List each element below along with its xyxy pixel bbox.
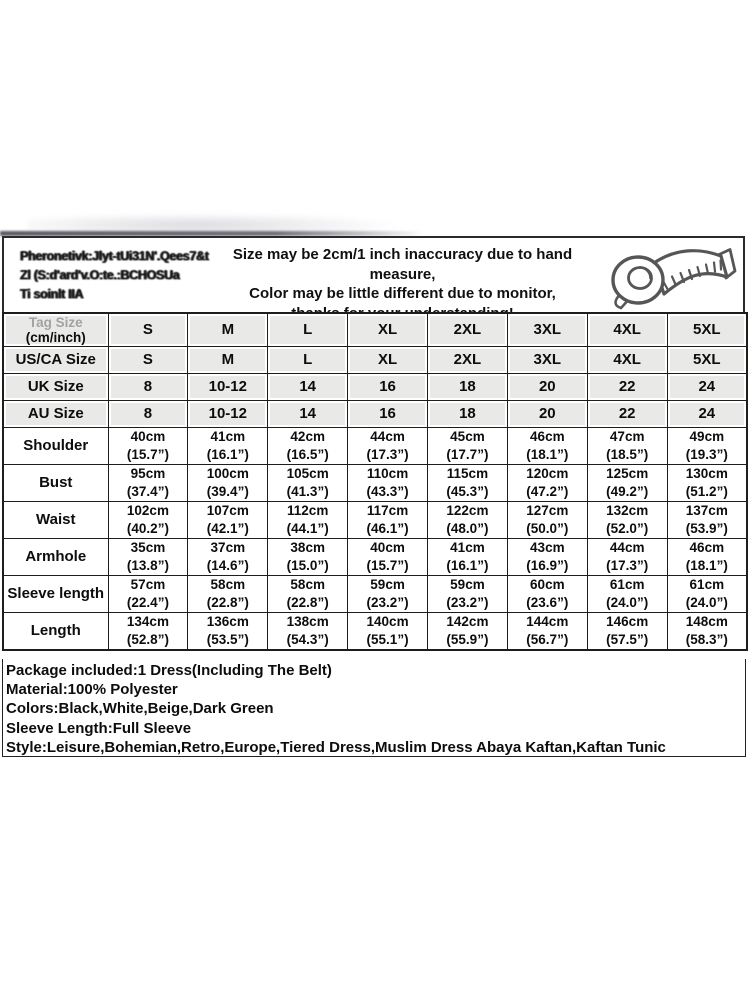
product-details-block: [2, 659, 746, 757]
size-cell: 5XL: [667, 346, 747, 373]
detail-line-colors: Colors:Black,White,Beige,Dark Green: [6, 700, 274, 718]
measure-cm: 58cm: [290, 576, 325, 592]
measure-inch: (16.1”): [206, 446, 249, 462]
measure-cm: 44cm: [609, 539, 645, 555]
measure-inch: (15.7”): [126, 446, 169, 462]
measure-cell: [428, 612, 508, 650]
measure-cell: [667, 575, 747, 612]
measure-cm: 142cm: [446, 613, 489, 629]
measure-cm: 42cm: [290, 428, 325, 444]
measure-cm: 40cm: [370, 539, 405, 555]
obscured-text-line: Zl (S:d'ard'v.O:te.:BCHOSUa: [20, 268, 180, 282]
measure-inch: (22.8”): [286, 594, 329, 610]
column-header-cell: M: [188, 313, 268, 346]
disclaimer-line: Color may be little different due to monitor,: [249, 285, 556, 302]
measure-cm: 138cm: [286, 613, 329, 629]
measure-cm: 44cm: [370, 428, 405, 444]
measure-cm: 61cm: [689, 576, 725, 592]
measure-cell: [108, 612, 188, 650]
measure-cm: 107cm: [206, 502, 249, 518]
obscured-text-block: [20, 247, 225, 304]
measure-cell: [108, 501, 188, 538]
measure-cm: 146cm: [606, 613, 649, 629]
measure-cell: [587, 501, 667, 538]
measure-cm: 132cm: [606, 502, 649, 518]
measure-cm: 57cm: [130, 576, 166, 592]
measure-inch: (44.1”): [286, 520, 329, 536]
size-row: [3, 373, 747, 400]
size-cell: 3XL: [507, 346, 587, 373]
measure-cm: 46cm: [689, 539, 725, 555]
measure-cell: [507, 538, 587, 575]
size-cell: L: [268, 346, 348, 373]
measure-cell: [587, 612, 667, 650]
size-chart-body: [3, 313, 747, 650]
size-cell: 8: [108, 373, 188, 400]
measure-cell: [587, 575, 667, 612]
measure-cell: [428, 575, 508, 612]
measure-cm: 59cm: [370, 576, 405, 592]
tape-measure-icon: [602, 239, 738, 312]
measure-cell: [348, 538, 428, 575]
row-label-cell: AU Size: [3, 400, 108, 427]
row-label-cell: Shoulder: [3, 427, 108, 464]
measure-inch: (48.0”): [446, 520, 489, 536]
column-header-cell: 2XL: [428, 313, 508, 346]
measure-cell: [188, 612, 268, 650]
measure-inch: (16.1”): [446, 557, 489, 573]
measure-cell: [268, 427, 348, 464]
measure-inch: (22.4”): [126, 594, 169, 610]
size-cell: 16: [348, 373, 428, 400]
measure-inch: (39.4”): [206, 483, 249, 499]
measure-cell: [348, 427, 428, 464]
measure-cm: 117cm: [366, 502, 409, 518]
measure-inch: (15.7”): [366, 557, 409, 573]
size-cell: 14: [268, 400, 348, 427]
measure-cm: 43cm: [530, 539, 565, 555]
measure-cell: [507, 427, 587, 464]
measure-cm: 37cm: [210, 539, 246, 555]
measure-inch: (53.5”): [206, 631, 249, 647]
measure-cm: 112cm: [287, 502, 329, 518]
size-cell: 8: [108, 400, 188, 427]
detail-line-sleeve: Sleeve Length:Full Sleeve: [6, 719, 192, 737]
size-cell: 20: [507, 373, 587, 400]
measure-cell: [587, 464, 667, 501]
size-row: [3, 346, 747, 373]
measure-inch: (18.1”): [685, 557, 728, 573]
measure-inch: (55.1”): [366, 631, 409, 647]
measure-cell: [428, 501, 508, 538]
obscured-text-line: Ti soinlt IIA: [20, 287, 84, 301]
measure-inch: (50.0”): [526, 520, 569, 536]
detail-line-material: Material:100% Polyester: [6, 681, 178, 699]
measure-inch: (55.9”): [446, 631, 489, 647]
measure-inch: (23.6”): [526, 594, 569, 610]
detail-line-package: Package included:1 Dress(Including The Belt): [6, 662, 332, 679]
measure-cm: 46cm: [530, 428, 565, 444]
measure-inch: (17.3”): [366, 446, 409, 462]
measure-cell: [108, 575, 188, 612]
measure-cm: 49cm: [689, 428, 725, 444]
measure-cm: 140cm: [366, 613, 409, 629]
measure-inch: (40.2”): [126, 520, 169, 536]
corner-line-bottom: (cm/inch): [25, 329, 86, 345]
disclaimer-line: Size may be 2cm/1 inch inaccuracy due to hand measure,: [232, 246, 573, 283]
measure-cell: [188, 427, 268, 464]
measure-cell: [667, 501, 747, 538]
size-cell: M: [188, 346, 268, 373]
size-cell: 10-12: [188, 400, 268, 427]
measure-cm: 136cm: [206, 613, 249, 629]
measure-inch: (56.7”): [526, 631, 569, 647]
measure-row: [3, 575, 747, 612]
size-chart-table: [2, 312, 748, 651]
measure-inch: (43.3”): [366, 483, 409, 499]
measure-cell: [428, 464, 508, 501]
measure-cell: [108, 427, 188, 464]
measure-inch: (16.5”): [286, 446, 329, 462]
measure-inch: (13.8”): [126, 557, 169, 573]
measure-cell: [188, 464, 268, 501]
measure-inch: (23.2”): [366, 594, 409, 610]
size-cell: 24: [667, 400, 747, 427]
measure-cell: [428, 538, 508, 575]
measure-inch: (22.8”): [206, 594, 249, 610]
photo-remnant-smudge: [28, 213, 398, 233]
measure-cell: [587, 538, 667, 575]
measure-cm: 122cm: [446, 502, 489, 518]
measure-cell: [507, 575, 587, 612]
measure-cell: [108, 538, 188, 575]
row-label-cell: Armhole: [3, 538, 108, 575]
row-label-cell: Waist: [3, 501, 108, 538]
measure-cm: 125cm: [606, 465, 649, 481]
measure-cell: [348, 612, 428, 650]
size-cell: 22: [587, 373, 667, 400]
column-header-cell: 5XL: [667, 313, 747, 346]
measure-inch: (19.3”): [685, 446, 728, 462]
measure-cell: [667, 538, 747, 575]
measure-cm: 115cm: [446, 465, 489, 481]
measure-cm: 41cm: [210, 428, 246, 444]
measure-cell: [268, 612, 348, 650]
measure-inch: (17.3”): [606, 557, 649, 573]
measure-inch: (37.4”): [126, 483, 169, 499]
corner-line-top: Tag Size: [28, 314, 83, 330]
measure-inch: (18.1”): [526, 446, 569, 462]
measure-cm: 110cm: [366, 465, 409, 481]
measure-cm: 127cm: [526, 502, 569, 518]
column-header-cell: XL: [348, 313, 428, 346]
measure-cm: 61cm: [609, 576, 645, 592]
measure-cell: [507, 464, 587, 501]
measure-inch: (52.0”): [606, 520, 649, 536]
measure-cell: [507, 501, 587, 538]
size-cell: XL: [348, 346, 428, 373]
row-label-cell: Sleeve length: [3, 575, 108, 612]
measure-cm: 38cm: [290, 539, 325, 555]
row-label-cell: UK Size: [3, 373, 108, 400]
measure-inch: (41.3”): [286, 483, 329, 499]
measure-cm: 144cm: [526, 613, 569, 629]
measure-inch: (23.2”): [446, 594, 489, 610]
measure-row: [3, 501, 747, 538]
row-label-cell: US/CA Size: [3, 346, 108, 373]
measure-inch: (51.2”): [685, 483, 728, 499]
measure-cm: 45cm: [450, 428, 485, 444]
measure-cell: [108, 464, 188, 501]
measure-cm: 134cm: [126, 613, 169, 629]
measure-row: [3, 427, 747, 464]
measure-cm: 41cm: [450, 539, 485, 555]
measure-inch: (15.0”): [286, 557, 329, 573]
measure-cm: 95cm: [130, 465, 166, 481]
detail-line-style: Style:Leisure,Bohemian,Retro,Europe,Tiered Dress,Muslim Dress Abaya Kaftan,Kaftan Tunic: [6, 738, 666, 756]
measure-inch: (47.2”): [526, 483, 569, 499]
measure-cm: 40cm: [130, 428, 166, 444]
measure-cm: 58cm: [210, 576, 246, 592]
measure-inch: (18.5”): [606, 446, 649, 462]
size-cell: S: [108, 346, 188, 373]
obscured-text-line: Pheronetivk:Jlyt-tUi31N'.Qees7&t: [20, 249, 209, 263]
size-cell: 20: [507, 400, 587, 427]
measure-cell: [348, 464, 428, 501]
measure-cm: 47cm: [609, 428, 645, 444]
measure-cm: 137cm: [685, 502, 728, 518]
size-cell: 14: [268, 373, 348, 400]
measure-cell: [348, 575, 428, 612]
size-cell: 2XL: [428, 346, 508, 373]
measure-cell: [507, 612, 587, 650]
measure-inch: (58.3”): [685, 631, 728, 647]
column-header-cell: S: [108, 313, 188, 346]
measure-cm: 120cm: [526, 465, 569, 481]
measure-cell: [587, 427, 667, 464]
size-cell: 16: [348, 400, 428, 427]
size-cell: 4XL: [587, 346, 667, 373]
measure-inch: (45.3”): [446, 483, 489, 499]
measure-inch: (46.1”): [366, 520, 409, 536]
header-row: [3, 313, 747, 346]
measure-cell: [667, 612, 747, 650]
measure-inch: (49.2”): [606, 483, 649, 499]
size-cell: 18: [428, 400, 508, 427]
measure-cm: 148cm: [685, 613, 728, 629]
column-header-cell: L: [268, 313, 348, 346]
measure-cell: [348, 501, 428, 538]
measure-inch: (42.1”): [206, 520, 249, 536]
measure-inch: (57.5”): [606, 631, 649, 647]
column-header-cell: 4XL: [587, 313, 667, 346]
measure-cm: 130cm: [685, 465, 728, 481]
measure-cell: [188, 538, 268, 575]
measure-cell: [188, 501, 268, 538]
measure-inch: (52.8”): [126, 631, 169, 647]
row-label-cell: Bust: [3, 464, 108, 501]
measure-inch: (14.6”): [206, 557, 249, 573]
size-cell: 24: [667, 373, 747, 400]
measure-row: [3, 612, 747, 650]
measure-cm: 60cm: [530, 576, 565, 592]
size-cell: 18: [428, 373, 508, 400]
tag-size-corner-cell: [3, 313, 108, 346]
measure-cell: [268, 464, 348, 501]
measure-inch: (24.0”): [685, 594, 728, 610]
measure-inch: (53.9”): [685, 520, 728, 536]
measure-inch: (24.0”): [606, 594, 649, 610]
measure-cell: [268, 538, 348, 575]
notice-box: [2, 236, 745, 312]
column-header-cell: 3XL: [507, 313, 587, 346]
row-label-cell: Length: [3, 612, 108, 650]
measure-cell: [428, 427, 508, 464]
size-cell: 22: [587, 400, 667, 427]
measure-cell: [268, 575, 348, 612]
measure-cell: [667, 427, 747, 464]
measure-inch: (16.9”): [526, 557, 569, 573]
measure-inch: (54.3”): [286, 631, 329, 647]
measure-cm: 59cm: [450, 576, 485, 592]
size-cell: 10-12: [188, 373, 268, 400]
measure-cm: 102cm: [126, 502, 169, 518]
measure-cell: [667, 464, 747, 501]
measure-cm: 100cm: [206, 465, 249, 481]
measure-cm: 105cm: [286, 465, 329, 481]
measure-cm: 35cm: [130, 539, 166, 555]
measure-row: [3, 464, 747, 501]
measure-cell: [188, 575, 268, 612]
size-row: [3, 400, 747, 427]
measure-inch: (17.7”): [446, 446, 489, 462]
measure-cell: [268, 501, 348, 538]
measure-row: [3, 538, 747, 575]
